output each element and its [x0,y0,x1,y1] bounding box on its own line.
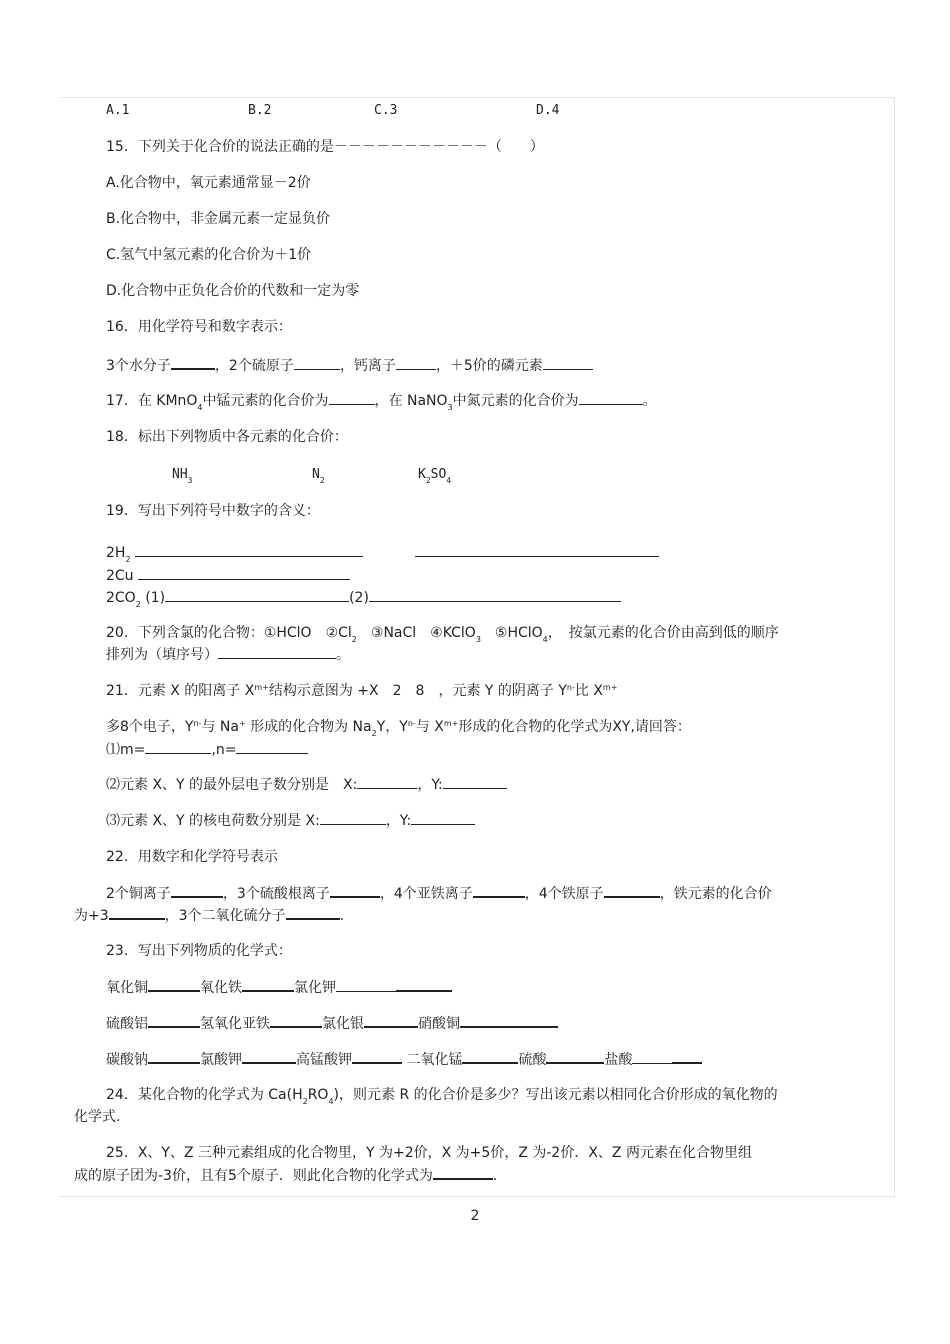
q19-row-2cu [106,567,350,585]
q20-line1 [106,624,779,642]
q20-part3: ⑤HClO [480,625,543,641]
compound-name: 硫酸铝 [106,1016,148,1032]
q20-part2: ③NaCl ④KClO [356,625,476,641]
compound-name: 碳酸钠 [106,1052,148,1068]
q16-stem: 16．用化学符号和数字表示： [106,319,292,335]
q21-text: 与 X [415,719,444,735]
formula-text: SO [430,467,447,482]
answer-blank[interactable] [396,357,436,370]
q20-prompt: 排列为（填序号） [106,647,218,663]
q15-option-a: A.化合物中，氧元素通常显－2价 [106,175,311,191]
answer-blank[interactable] [357,776,417,789]
q17-part2: 中锰元素的化合价为 [202,393,329,409]
q16-part2: ，2个硫原子 [214,358,294,374]
subscript: 2 [371,729,377,738]
formula-nh3 [172,466,192,484]
q22-text: ，3个硫酸根离子 [222,886,330,902]
answer-blank[interactable] [411,812,475,825]
q22-text: ，4个亚铁离子 [379,886,473,902]
q21-part1: 21．元素 X 的阳离子 X [106,683,255,699]
compound-name: 高锰酸钾 [296,1052,352,1068]
q20-line2 [106,646,350,664]
q21-label: ⑴m= [106,742,146,758]
q25-line1: 25．X、Y、Z 三种元素组成的化合物里，Y 为+2价，X 为+5价，Z 为-2价．X、Z 两元素在化合物里组 [106,1145,752,1161]
subscript: 3 [187,476,193,485]
q20-end: 。 [336,647,350,663]
formula-text: K [418,467,426,482]
answer-blank[interactable] [109,906,165,920]
compound-name: 氯化银 [322,1016,364,1032]
superscript: m+ [602,683,618,692]
q21-part3: 比 X [574,683,603,699]
answer-blank[interactable] [330,884,380,898]
q21-line1 [106,682,617,700]
q16-part4: ，＋5价的磷元素 [435,358,543,374]
superscript: n- [566,683,575,692]
answer-blank[interactable] [171,884,223,898]
compound-name: 氯酸钾 [200,1052,242,1068]
answer-blank[interactable] [218,646,336,659]
superscript: m+ [254,683,269,692]
answer-blank[interactable] [460,1014,508,1028]
q21-label: ⑶元素 X、Y 的核电荷数分别是 X: [106,813,320,829]
q19-stem: 19．写出下列符号中数字的含义： [106,503,320,519]
answer-blank[interactable] [294,357,340,370]
q19-row-2co2 [106,589,621,607]
q21-text: 形成的化合物为 Na [245,719,372,735]
compound-name: 硫酸 [518,1052,547,1068]
q23-stem: 23．写出下列物质的化学式： [106,943,292,959]
q15-stem: 15．下列关于化合价的说法正确的是－－－－－－－－－－－（ ） [106,139,544,155]
q21-label: ，Y: [385,813,412,829]
q22-text: ，3个二氧化硫分子 [164,908,286,924]
answer-blank[interactable] [171,356,215,370]
answer-blank[interactable] [369,591,621,602]
item-label: (2) [349,590,369,606]
q23-row3 [106,1050,702,1069]
superscript: n- [407,719,416,728]
subscript: 2 [351,635,357,644]
q22-text: 为+3 [74,908,109,924]
answer-blank[interactable] [364,1014,418,1028]
q24-text: 24．某化合物的化学式为 Ca(H [106,1087,303,1103]
superscript: n- [193,719,202,728]
q25-end: . [492,1168,498,1184]
q23-row2 [106,1014,558,1033]
answer-blank[interactable] [138,569,350,580]
formula-k2so4 [418,466,451,484]
symbol-text: 2H [106,545,126,561]
q21-sub2 [106,776,507,794]
answer-blank[interactable] [148,1050,200,1064]
q17-line [106,392,657,410]
q22-text: 2个铜离子 [106,886,171,902]
answer-blank[interactable] [135,546,363,557]
compound-name: 氧化铁 [200,980,242,996]
q22-line2 [74,906,344,925]
answer-blank[interactable] [579,392,643,405]
answer-blank[interactable] [672,1050,702,1064]
answer-blank[interactable] [242,978,294,992]
compound-name: 盐酸 [604,1052,633,1068]
answer-blank[interactable] [165,591,349,602]
formula-n2 [312,466,325,484]
q21-line2 [106,718,691,736]
q18-stem: 18．标出下列物质中各元素的化合价： [106,429,348,445]
subscript: 2 [135,600,141,609]
answer-blank[interactable] [415,546,659,557]
answer-blank[interactable] [508,1014,558,1028]
formula-text: NH [172,467,188,482]
q21-label: ⑵元素 X、Y 的最外层电子数分别是 X: [106,777,358,793]
q22-text: ，铁元素的化合价 [659,886,772,902]
page-number: 2 [470,1208,480,1224]
answer-blank[interactable] [242,1050,296,1064]
q21-text: Y，Y [376,719,408,735]
q21-sub1 [106,741,308,759]
q23-row1 [106,978,452,997]
answer-blank[interactable] [443,776,507,789]
answer-blank[interactable] [148,1014,200,1028]
q17-part4: 中氮元素的化合价为 [452,393,579,409]
subscript: 4 [197,403,203,412]
q24-text: )，则元素 R 的化合价是多少？写出该元素以相同化合价形成的氧化物的 [333,1087,778,1103]
answer-blank[interactable] [632,1051,672,1064]
q21-label: ,n= [211,742,237,758]
q20-part1: 20．下列含氯的化合物：①HClO ②Cl [106,625,352,641]
answer-blank[interactable] [543,357,593,370]
q25-line2 [74,1166,497,1185]
item-label: (1) [145,590,166,606]
answer-blank[interactable] [320,812,386,825]
q15-option-d: D.化合物中正负化合价的代数和一定为零 [106,283,360,299]
q16-line [106,356,593,375]
q24-line1 [106,1086,778,1104]
subscript: 4 [328,1097,334,1106]
subscript: 4 [542,635,548,644]
q19-row-2h2 [106,544,659,562]
q24-text: RO [307,1087,329,1103]
answer-blank[interactable] [329,392,375,405]
answer-blank[interactable] [433,1166,493,1180]
answer-blank[interactable] [462,1050,518,1064]
answer-blank[interactable] [270,1014,322,1028]
subscript: 3 [475,635,481,644]
q17-end: 。 [642,393,657,409]
q21-text: 多8个电子，Y [106,719,194,735]
answer-blank[interactable] [286,906,340,920]
formula-text: N [312,467,320,482]
q21-text: 形成的化合物的化学式为XY,请回答： [458,719,691,735]
compound-name: 氧化铜 [106,980,148,996]
subscript: 3 [447,403,453,412]
q25-text: 成的原子团为-3价，且有5个原子．则此化合物的化学式为 [74,1168,433,1184]
q24-line2: 化学式. [74,1109,121,1125]
subscript: 2 [302,1097,308,1106]
q22-stem: 22．用数字和化学符号表示 [106,849,278,865]
q21-text: 与 Na [201,719,239,735]
superscript: m+ [443,719,459,728]
answer-blank[interactable] [604,884,660,898]
q16-part1: 3个水分子 [106,358,171,374]
q17-part3: ，在 NaNO [374,393,448,409]
answer-blank[interactable] [546,1050,604,1064]
compound-name: 二氧化锰 [406,1052,463,1068]
answer-blank[interactable] [396,978,452,992]
option-b: B.2 [248,103,272,118]
answer-blank[interactable] [236,741,308,754]
subscript: 2 [319,476,325,485]
q16-part3: ，钙离子 [339,358,396,374]
subscript: 2 [125,555,131,564]
q15-option-c: C.氢气中氢元素的化合价为＋1价 [106,247,312,263]
subscript: 2 [425,476,431,485]
superscript: + [238,719,246,728]
symbol-text: 2Cu [106,568,134,584]
compound-name: 硝酸铜 [418,1016,460,1032]
q20-part4: ， 按氯元素的化合价由高到低的顺序 [547,625,779,641]
q22-line1 [106,884,772,903]
answer-blank[interactable] [352,1050,402,1064]
symbol-text: 2CO [106,590,136,606]
q21-part2: 结构示意图为 +X 2 8 ，元素 Y 的阴离子 Y [268,683,567,699]
option-c: C.3 [374,103,398,118]
compound-name: 氯化钾 [294,980,336,996]
subscript: 4 [446,476,452,485]
option-d: D.4 [536,103,560,118]
q21-sub3 [106,812,475,830]
answer-blank[interactable] [148,978,200,992]
q15-option-b: B.化合物中，非金属元素一定显负价 [106,211,331,227]
compound-name: 氢氧化亚铁 [200,1016,270,1032]
q21-label: ，Y: [417,777,443,793]
q22-text: ，4个铁原子 [524,886,604,902]
q17-part1: 17．在 KMnO [106,393,198,409]
option-a: A.1 [106,103,130,118]
answer-blank[interactable] [336,979,396,992]
q22-end: . [339,908,345,924]
answer-blank[interactable] [145,741,211,754]
answer-blank[interactable] [473,884,525,898]
